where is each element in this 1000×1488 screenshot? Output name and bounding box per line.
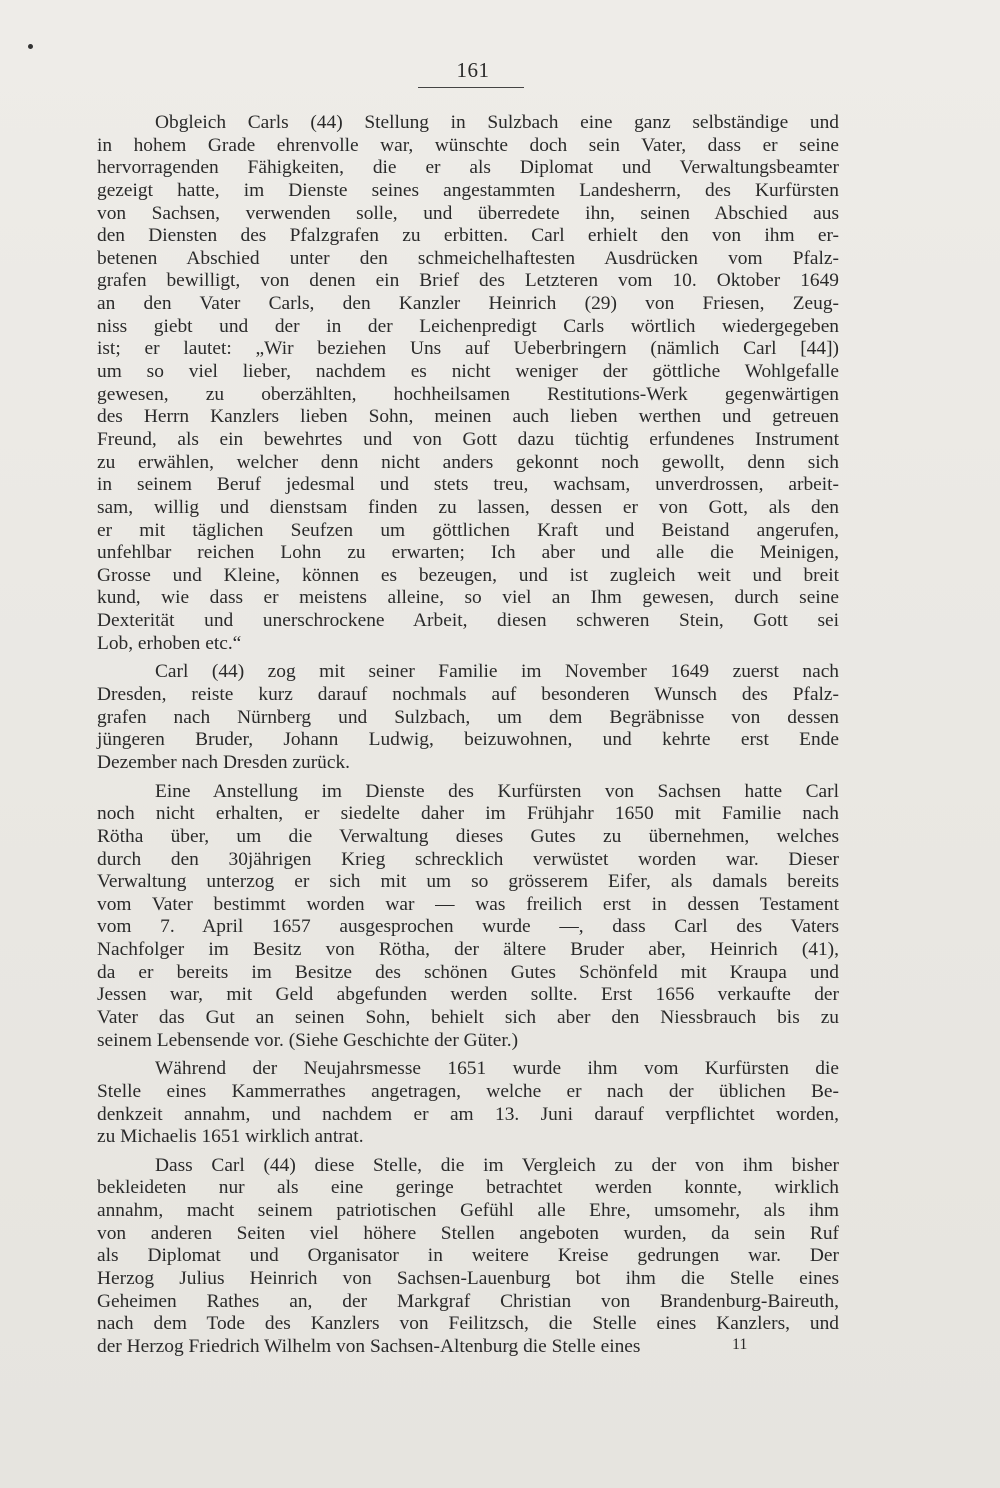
text-line: Grosse und Kleine, können es bezeugen, und ist zugleich weit und breit — [97, 564, 839, 586]
text-line: Dezember nach Dresden zurück. — [97, 751, 351, 773]
text-line: noch nicht erhalten, er siedelte daher im Frühjahr 1650 mit Familie nach — [97, 803, 839, 825]
text-line: gewesen, zu oberzählten, hochheilsamen Restitutions-Werk gegenwärtigen — [97, 383, 839, 405]
text-line: von anderen Seiten viel höhere Stellen angeboten wurden, da sein Ruf — [97, 1222, 839, 1244]
text-line: kund, wie dass er meistens alleine, so viel an Ihm gewesen, durch seine — [97, 587, 839, 609]
margin-dot — [28, 44, 33, 49]
text-line: Rötha über, um die Verwaltung dieses Gutes zu übernehmen, welches — [97, 825, 839, 847]
text-line: Jessen war, mit Geld abgefunden werden sollte. Erst 1656 verkaufte der — [97, 984, 839, 1006]
signature-mark: 11 — [732, 1336, 748, 1353]
text-line: Nachfolger im Besitz von Rötha, der ältere Bruder aber, Heinrich (41), — [97, 939, 839, 961]
text-line: zu erwählen, welcher denn nicht anders gekonnt noch gewollt, denn sich — [97, 451, 839, 473]
text-line: an den Vater Carls, den Kanzler Heinrich (29) von Friesen, Zeug- — [97, 293, 839, 315]
text-line: vom Vater bestimmt worden war — was freilich erst in dessen Testament — [97, 893, 839, 915]
text-line: sam, willig und dienstsam finden zu lassen, dessen er von Gott, als den — [97, 496, 839, 518]
text-line: da er bereits im Besitze des schönen Gutes Schönfeld mit Kraupa und — [97, 961, 839, 983]
text-line: unfehlbar reichen Lohn zu erwarten; Ich aber und alle die Meinigen, — [97, 542, 839, 564]
text-line: Dexterität und unerschrockene Arbeit, diesen schweren Stein, Gott sei — [97, 610, 839, 632]
text-line: gezeigt hatte, im Dienste seines angestammten Landesherrn, des Kurfürsten — [97, 179, 839, 201]
text-line: vom 7. April 1657 ausgesprochen wurde —, dass Carl des Vaters — [97, 916, 839, 938]
text-line: jüngeren Bruder, Johann Ludwig, beizuwohnen, und kehrte erst Ende — [97, 729, 839, 751]
text-line: er mit täglichen Seufzen um göttlichen Kraft und Beistand angerufen, — [97, 519, 839, 541]
text-line: des Herrn Kanzlers lieben Sohn, meinen auch lieben werthen und getreuen — [97, 406, 839, 428]
text-line: denkzeit annahm, und nachdem er am 13. Juni darauf verpflichtet worden, — [97, 1103, 839, 1125]
text-line: Stelle eines Kammerrathes angetragen, welche er nach der üblichen Be- — [97, 1080, 839, 1102]
text-line: Lob, erhoben etc.“ — [97, 632, 242, 654]
text-line: in hohem Grade ehrenvolle war, wünschte doch sein Vater, dass er seine — [97, 134, 839, 156]
page-number: 161 — [456, 58, 490, 82]
text-line: nach dem Tode des Kanzlers von Feilitzsch, die Stelle eines Kanzlers, und — [97, 1313, 839, 1335]
text-line: Geheimen Rathes an, der Markgraf Christian von Brandenburg-Baireuth, — [97, 1290, 839, 1312]
page-number-rule — [418, 87, 524, 88]
text-line: zu Michaelis 1651 wirklich antrat. — [97, 1126, 364, 1148]
text-line: Carl (44) zog mit seiner Familie im November 1649 zuerst nach — [155, 661, 839, 683]
body-text — [97, 112, 839, 1359]
text-line: annahm, macht seinem patriotischen Gefühl alle Ehre, umsomehr, als ihm — [97, 1200, 839, 1222]
text-line: hervorragenden Fähigkeiten, die er als Diplomat und Verwaltungsbeamter — [97, 157, 839, 179]
text-line: Eine Anstellung im Dienste des Kurfürsten von Sachsen hatte Carl — [155, 780, 839, 802]
paragraph — [97, 112, 839, 655]
text-line: grafen bewilligt, von denen ein Brief des Letzteren vom 10. Oktober 1649 — [97, 270, 839, 292]
text-line: Dresden, reiste kurz darauf nochmals auf besonderen Wunsch des Pfalz- — [97, 684, 839, 706]
text-line: Obgleich Carls (44) Stellung in Sulzbach eine ganz selbständige und — [155, 112, 839, 133]
paragraph — [97, 1149, 839, 1359]
text-line: Herzog Julius Heinrich von Sachsen-Lauenburg bot ihm die Stelle eines — [97, 1268, 839, 1290]
paragraph — [97, 1052, 839, 1149]
text-line: ist; er lautet: „Wir beziehen Uns auf Ueberbringern (nämlich Carl [44]) — [97, 338, 839, 360]
text-line: von Sachsen, verwenden solle, und überredete ihn, seinen Abschied aus — [97, 202, 839, 224]
text-line: um so viel lieber, nachdem es nicht weniger der göttliche Wohlgefalle — [97, 361, 839, 383]
text-line: Während der Neujahrsmesse 1651 wurde ihm vom Kurfürsten die — [155, 1058, 839, 1080]
text-line: grafen nach Nürnberg und Sulzbach, um dem Begräbnisse von dessen — [97, 706, 839, 728]
text-line: der Herzog Friedrich Wilhelm von Sachsen-Altenburg die Stelle eines — [97, 1335, 641, 1357]
text-line: als Diplomat und Organisator in weitere Kreise gedrungen war. Der — [97, 1245, 839, 1267]
paragraph — [97, 775, 839, 1053]
text-line: in seinem Beruf jedesmal und stets treu, wachsam, unverdrossen, arbeit- — [97, 474, 839, 496]
text-line: Vater das Gut an seinen Sohn, behielt sich aber den Niessbrauch bis zu — [97, 1006, 839, 1028]
text-line: bekleideten nur als eine geringe betrachtet werden konnte, wirklich — [97, 1177, 839, 1199]
paragraph — [97, 655, 839, 774]
text-line: Dass Carl (44) diese Stelle, die im Vergleich zu der von ihm bisher — [155, 1154, 839, 1176]
text-line: betenen Abschied unter den schmeichelhaftesten Ausdrücken vom Pfalz- — [97, 247, 839, 269]
text-line: Freund, als ein bewehrtes und von Gott dazu tüchtig erfundenes Instrument — [97, 428, 839, 450]
text-line: den Diensten des Pfalzgrafen zu erbitten. Carl erhielt den von ihm er- — [97, 225, 839, 247]
text-line: seinem Lebensende vor. (Siehe Geschichte der Güter.) — [97, 1029, 519, 1051]
text-line: durch den 30jährigen Krieg schrecklich verwüstet worden war. Dieser — [97, 848, 839, 870]
text-line: Verwaltung unterzog er sich mit um so grösserem Eifer, als damals bereits — [97, 871, 839, 893]
text-line: niss giebt und der in der Leichenpredigt Carls wörtlich wiedergegeben — [97, 315, 839, 337]
